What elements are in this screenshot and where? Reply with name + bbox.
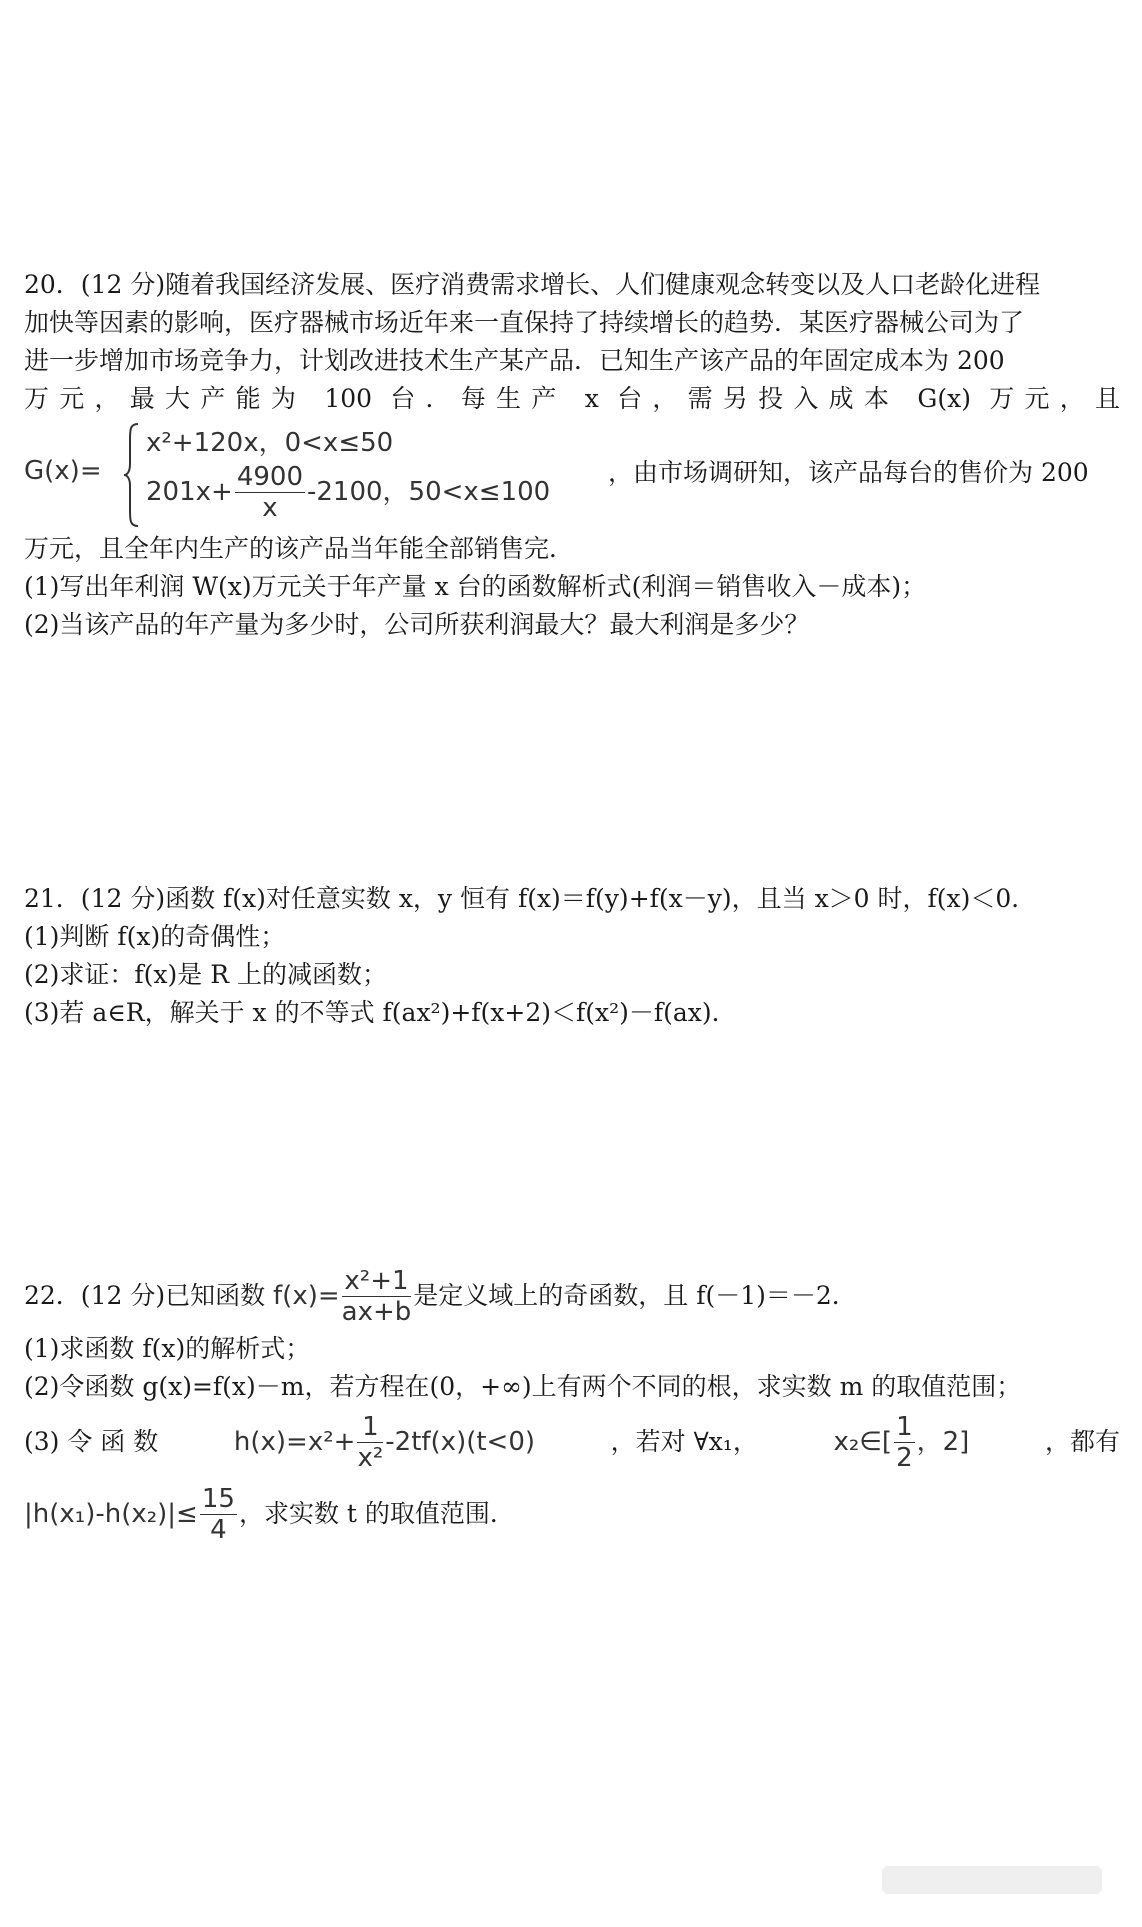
case-1: x²+120x，0<x≤50 — [146, 428, 394, 458]
h-part-b: -2tf(x)(t<0) — [385, 1427, 536, 1457]
abs-inequality — [24, 1484, 239, 1545]
p22-q3-mid: ，若对 ∀x₁， — [610, 1427, 758, 1456]
p20-question-2: (2)当该产品的年产量为多少时，公司所获利润最大？最大利润是多少？ — [24, 610, 810, 639]
x2-part-a: x₂∈[ — [833, 1427, 893, 1457]
abs-numerator: 15 — [201, 1484, 235, 1514]
case-2 — [146, 462, 550, 523]
x2-denominator: 2 — [896, 1443, 913, 1473]
case-2-part-a: 201x+ — [146, 477, 233, 507]
f-numerator: x²+1 — [342, 1266, 412, 1297]
p22-q3-tail: ，求实数 t 的取值范围． — [238, 1499, 515, 1528]
h-part-a: h(x)=x²+ — [233, 1427, 356, 1457]
h-numerator: 1 — [357, 1412, 383, 1443]
x2-interval — [833, 1406, 969, 1478]
x2-part-b: ，2] — [916, 1427, 970, 1457]
p22-question-2: (2)令函数 g(x)=f(x)－m，若方程在(0，+∞)上有两个不同的根，求实数 m 的取值范围； — [24, 1372, 1022, 1401]
f-fraction — [342, 1266, 412, 1327]
left-brace-icon — [122, 422, 140, 528]
f-label: f(x)= — [273, 1281, 340, 1311]
h-fraction — [357, 1412, 383, 1473]
problem-21 — [24, 880, 1120, 1032]
case-2-numerator: 4900 — [236, 462, 303, 492]
p22-question-1: (1)求函数 f(x)的解析式； — [24, 1334, 311, 1363]
p20-line-3: 进一步增加市场竞争力，计划改进技术生产某产品．已知生产该产品的年固定成本为 200 — [24, 346, 1005, 375]
p22-q3-end: ，都有 — [1044, 1427, 1120, 1456]
p22-after-f: 是定义域上的奇函数，且 f(－1)＝－2． — [413, 1281, 857, 1310]
g-label: G(x)= — [24, 456, 102, 486]
p22-question-3-cont — [24, 1478, 1120, 1550]
p21-line-1: 21．(12 分)函数 f(x)对任意实数 x，y 恒有 f(x)＝f(y)+f(x－y)，且当 x＞0 时，f(x)＜0． — [24, 884, 1037, 913]
p20-question-1: (1)写出年利润 W(x)万元关于年产量 x 台的函数解析式(利润＝销售收入－成本)； — [24, 572, 927, 601]
p20-line-1: 20．(12 分)随着我国经济发展、医疗消费需求增长、人们健康观念转变以及人口老龄化进程 — [24, 270, 1041, 299]
x2-numerator: 1 — [896, 1412, 913, 1442]
p21-question-3: (3)若 a∈R，解关于 x 的不等式 f(ax²)+f(x+2)＜f(x²)－f(ax)． — [24, 998, 737, 1027]
case-2-denominator: x — [262, 493, 278, 523]
piecewise-function — [24, 418, 1120, 530]
p22-line-1 — [24, 1262, 1120, 1330]
x2-fraction — [894, 1412, 915, 1473]
p21-question-1: (1)判断 f(x)的奇偶性； — [24, 922, 286, 951]
p22-q3-lead: (3) 令 函 数 — [24, 1427, 159, 1456]
p21-question-2: (2)求证：f(x)是 R 上的减函数； — [24, 960, 387, 989]
abs-expression: |h(x₁)-h(x₂)|≤ — [24, 1499, 198, 1529]
problem-22 — [24, 1262, 1120, 1550]
h-definition — [234, 1406, 535, 1478]
p20-after-cases: ，由市场调研知，该产品每台的售价为 200 — [608, 458, 1089, 487]
p20-line-4: 万元，最大产能为 100 台．每生产 x 台，需另投入成本 G(x) 万元，且 — [24, 384, 1120, 413]
p22-lead: 22．(12 分)已知函数 — [24, 1281, 266, 1310]
p20-line-2: 加快等因素的影响，医疗器械市场近年来一直保持了持续增长的趋势．某医疗器械公司为了 — [24, 308, 1025, 337]
abs-fraction — [200, 1484, 237, 1545]
abs-denominator: 4 — [210, 1515, 227, 1545]
p22-question-3 — [24, 1406, 1120, 1478]
problem-20 — [24, 266, 1120, 644]
case-2-fraction — [235, 462, 305, 523]
p20-line-6: 万元，且全年内生产的该产品当年能全部销售完． — [24, 534, 575, 563]
f-definition — [273, 1266, 413, 1327]
h-denominator: x² — [357, 1443, 384, 1473]
f-denominator: ax+b — [341, 1297, 412, 1327]
faint-watermark-icon — [882, 1860, 1102, 1900]
case-2-part-b: -2100，50<x≤100 — [306, 477, 551, 507]
